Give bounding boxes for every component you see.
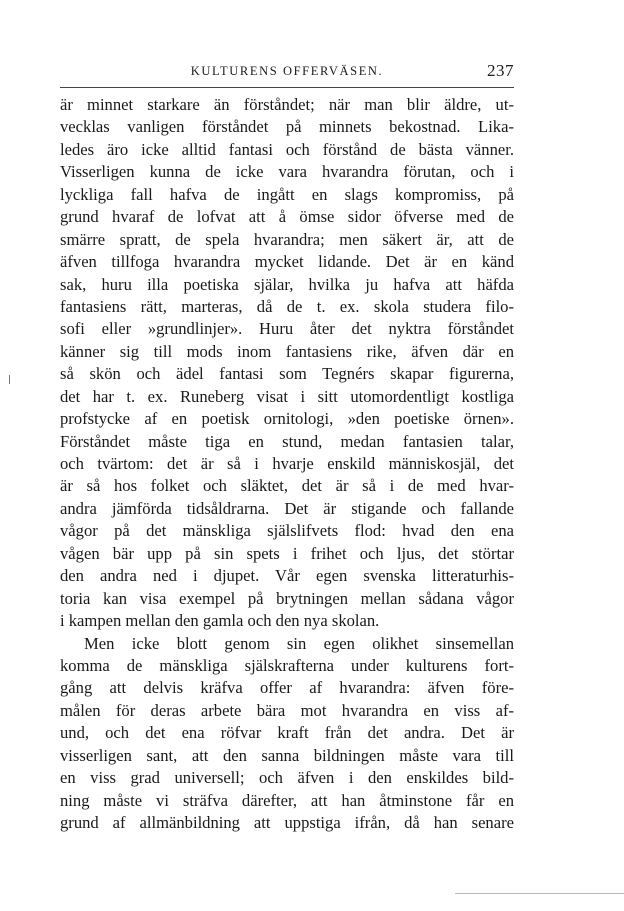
text-line: visserligen sant, att den sanna bildningen måste vara till — [60, 745, 514, 765]
text-line: profstycke af en poetisk ornitologi, »den poetiske örnen». — [60, 409, 514, 429]
paragraph-start-line: Men icke blott genom sin egen olikhet sinsemellan — [84, 633, 514, 653]
header-rule — [60, 87, 514, 88]
text-line: det har t. ex. Runeberg visat i sitt utomordentligt kostliga — [60, 386, 514, 406]
text-line: vecklas vanligen förståndet på minnets bekostnad. Lika- — [60, 117, 514, 137]
running-title: KULTURENS OFFERVÄSEN. — [190, 64, 384, 78]
text-line: grund af allmänbildning att uppstiga ifrån, då han senare — [60, 813, 514, 832]
text-line: und, och det ena röfvar kraft från det andra. Det är — [60, 723, 514, 743]
text-line: så skön och ädel fantasi som Tegnérs skapar figurerna, — [60, 364, 514, 384]
text-line: en viss grad universell; och äfven i den enskildes bild- — [60, 768, 514, 788]
text-line: känner sig till mods inom fantasiens rike, äfven där en — [60, 341, 514, 361]
margin-mark — [9, 375, 10, 384]
text-line: grund hvaraf de lofvat att å ömse sidor öfverse med de — [60, 207, 514, 227]
text-line: toria kan visa exempel på brytningen mellan sådana vågor — [60, 588, 514, 608]
text-line: ning måste vi sträfva därefter, att han åtminstone får en — [60, 790, 514, 810]
text-line: andra jämförda tidsåldrarna. Det är stigande och fallande — [60, 498, 514, 518]
text-line: smärre spratt, de spela hvarandra; men säkert är, att de — [60, 229, 514, 249]
text-line: vågor på det mänskliga själslifvets flod: hvad den ena — [60, 521, 514, 541]
text-line: äfven tillfoga hvarandra mycket lidande. Det är en känd — [60, 252, 514, 272]
page-number: 237 — [487, 61, 514, 80]
paragraph-end-line: i kampen mellan den gamla och den nya skolan. — [60, 611, 380, 631]
text-line: ledes äro icke alltid fantasi och förstånd de bästa vänner. — [60, 139, 514, 159]
footer-rule — [455, 893, 624, 894]
text-line: sak, huru illa poetiska själar, hvilka ju hafva att häfda — [60, 274, 514, 294]
text-line: sofi eller »grundlinjer». Huru åter det nyktra förståndet — [60, 319, 514, 339]
text-line: vågen bär upp på sin spets i frihet och ljus, det störtar — [60, 543, 514, 563]
text-line: Visserligen kunna de icke vara hvarandra förutan, och i — [60, 162, 514, 182]
body-text — [60, 94, 514, 834]
text-line: är minnet starkare än förståndet; när man blir äldre, ut- — [60, 95, 514, 114]
text-line: gång att delvis kräfva offer af hvarandra: äfven före- — [60, 678, 514, 698]
text-line: den andra ned i djupet. Vår egen svenska litteraturhis- — [60, 566, 514, 586]
text-line: och tvärtom: det är så i hvarje enskild människosjäl, det — [60, 454, 514, 473]
text-line: målen för deras arbete bära mot hvarandra en viss af- — [60, 700, 514, 720]
text-line: komma de mänskliga själskrafterna under kulturens fort- — [60, 655, 514, 675]
text-line: Förståndet måste tiga en stund, medan fantasien talar, — [60, 431, 514, 451]
text-line: fantasiens rätt, marteras, då de t. ex. skola studera filo- — [60, 296, 514, 316]
running-head — [60, 62, 514, 84]
text-line: är så hos folket och släktet, det är så i de med hvar- — [60, 476, 514, 496]
text-line: lyckliga fall hafva de ingått en slags kompromiss, på — [60, 184, 514, 204]
